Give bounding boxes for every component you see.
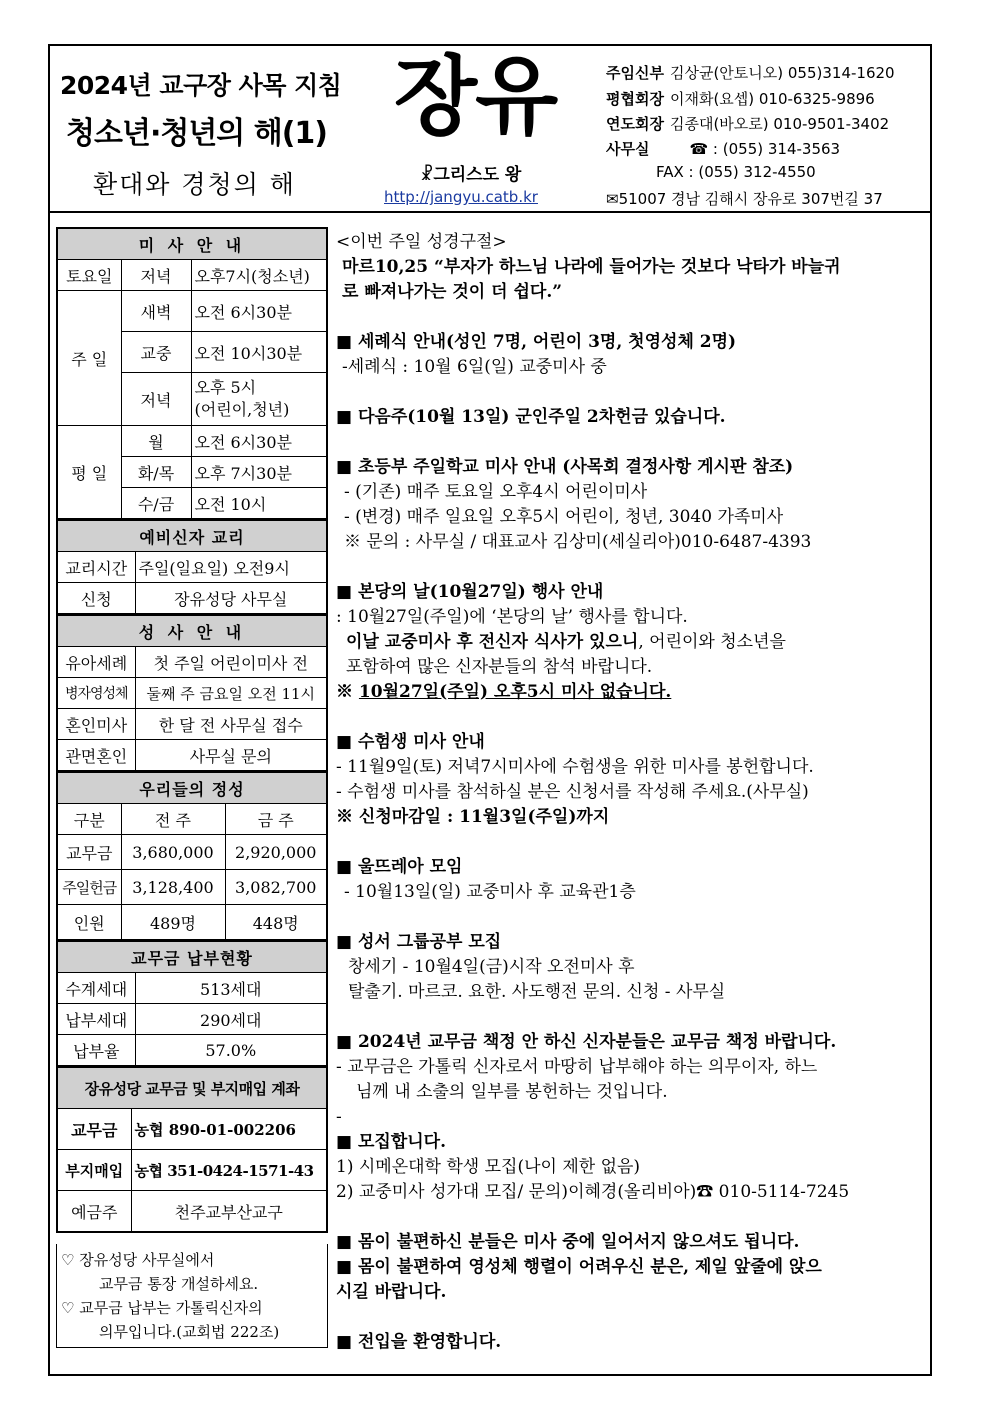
account-label: 교무금	[57, 1109, 131, 1150]
dues-notice-heading: ■ 2024년 교무금 책정 안 하신 신자분들은 교무금 책정 바랍니다.	[336, 1032, 837, 1052]
contact-council: 평협회장 이재화(요셉) 010-6325-9896	[606, 90, 875, 108]
contact-fax: FAX : (055) 312-4550	[656, 163, 816, 181]
sunday-school-detail: - (기존) 매주 토요일 오후4시 어린이미사	[344, 482, 648, 502]
dues-label: 수계세대	[57, 973, 135, 1004]
accounts-table	[56, 1067, 328, 1233]
dues-value: 513세대	[135, 973, 327, 1004]
offering-label: 교무금	[57, 835, 121, 870]
note-line: ♡ 장유성당 사무실에서	[61, 1251, 215, 1269]
mass-schedule-heading: 미 사 안 내	[57, 228, 327, 260]
parish-day-notice: ※ 10월27일(주일) 오후5시 미사 없습니다.	[336, 682, 672, 702]
col-prev-week: 전 주	[121, 804, 225, 835]
accounts-heading: 장유성당 교무금 및 부지매입 계좌	[57, 1068, 327, 1109]
weekday-label: 평 일	[57, 426, 121, 520]
sacrament-label: 혼인미사	[57, 709, 135, 740]
dues-notice-detail: - 교무금은 가톨릭 신자로서 마땅히 납부해야 하는 의무이자, 하느	[336, 1057, 818, 1077]
monday: 월	[121, 426, 191, 457]
catechism-apply-label: 신청	[57, 583, 135, 615]
welcome-heading: ■ 전입을 환영합니다.	[336, 1332, 502, 1352]
sacrament-value: 한 달 전 사무실 접수	[135, 709, 327, 740]
tue-thu: 화/목	[121, 457, 191, 488]
baptism-detail: -세례식 : 10월 6일(일) 교중미사 중	[342, 357, 607, 377]
wed-fri: 수/금	[121, 488, 191, 520]
contact-office: 사무실 ☎ : (055) 314-3563	[606, 140, 841, 158]
dues-value: 290세대	[135, 1004, 327, 1035]
sunday-label: 주 일	[57, 291, 121, 426]
sacrament-value: 첫 주일 어린이미사 전	[135, 647, 327, 678]
sick-notice: ■ 몸이 불편하신 분들은 미사 중에 일어서지 않으셔도 됩니다.	[336, 1232, 800, 1252]
sunday-school-detail: - (변경) 매주 일요일 오후5시 어린이, 청년, 3040 가족미사	[344, 507, 784, 527]
catechism-time-label: 교리시간	[57, 552, 135, 583]
account-number: 농협 351-0424-1571-43	[131, 1150, 327, 1191]
sacraments-heading: 성 사 안 내	[57, 616, 327, 647]
sick-notice: 시길 바랍니다.	[336, 1282, 447, 1302]
feast-subtitle: ☧그리스도 왕	[420, 165, 522, 185]
sunday-evening: 저녁	[121, 373, 191, 426]
sacrament-value: 사무실 문의	[135, 740, 327, 772]
ultreya-detail: - 10월13일(일) 교중미사 후 교육관1층	[344, 882, 636, 902]
offerings-table	[56, 772, 328, 941]
sacrament-label: 관면혼인	[57, 740, 135, 772]
account-label: 부지매입	[57, 1150, 131, 1191]
offering-prev: 3,680,000	[121, 835, 225, 870]
parish-day-detail: : 10월27일(주일)에 ‘본당의 날’ 행사를 합니다.	[336, 607, 688, 627]
dues-heading: 교무금 납부현황	[57, 942, 327, 973]
recruit-item: 2) 교중미사 성가대 모집/ 문의)이혜경(올리비아)☎ 010-5114-7245	[336, 1182, 850, 1202]
sacrament-label: 유아세례	[57, 647, 135, 678]
verse-line: 로 빠져나가는 것이 더 쉽다.”	[342, 282, 563, 302]
account-number: 농협 890-01-002206	[131, 1109, 327, 1150]
offering-this: 448명	[225, 905, 327, 941]
col-this-week: 금 주	[225, 804, 327, 835]
catechism-table	[56, 520, 328, 615]
saturday-evening: 저녁	[121, 260, 191, 291]
military-sunday-heading: ■ 다음주(10월 13일) 군인주일 2차헌금 있습니다.	[336, 407, 726, 427]
parish-day-heading: ■ 본당의 날(10월27일) 행사 안내	[336, 582, 604, 602]
offering-label: 인원	[57, 905, 121, 941]
sunday-evening-time: 오후 5시 (어린이,청년)	[191, 373, 327, 426]
sunday-school-contact: ※ 문의 : 사무실 / 대표교사 김상미(세실리아)010-6487-4393	[344, 532, 812, 552]
offerings-heading: 우리들의 정성	[57, 773, 327, 804]
contact-memorial: 연도회장 김종대(바오로) 010-9501-3402	[606, 115, 890, 133]
dues-notes	[56, 1244, 328, 1348]
dues-status-table	[56, 941, 328, 1067]
dues-value: 57.0%	[135, 1035, 327, 1067]
exam-mass-heading: ■ 수험생 미사 안내	[336, 732, 485, 752]
sacrament-value: 둘째 주 금요일 오전 11시	[135, 678, 327, 709]
offering-this: 2,920,000	[225, 835, 327, 870]
note-line: 교무금 통장 개설하세요.	[99, 1275, 259, 1293]
theme-subtitle: 환대와 경청의 해	[93, 170, 296, 199]
dues-notice-detail: -	[336, 1107, 342, 1127]
baptism-heading: ■ 세례식 안내(성인 7명, 어린이 3명, 첫영성체 2명)	[336, 332, 737, 352]
sacraments-table	[56, 615, 328, 772]
tue-thu-time: 오후 7시30분	[191, 457, 327, 488]
website-link[interactable]: http://jangyu.catb.kr	[384, 188, 538, 206]
sunday-dawn-time: 오전 6시30분	[191, 291, 327, 332]
saturday-label: 토요일	[57, 260, 121, 291]
account-holder-label: 예금주	[57, 1191, 131, 1233]
dues-notice-detail: 님께 내 소출의 일부를 봉헌하는 것입니다.	[356, 1082, 668, 1102]
saturday-time: 오후7시(청소년)	[191, 260, 327, 291]
announcements	[336, 230, 926, 1355]
verse-line: 마르10,25 “부자가 하느님 나라에 들어가는 것보다 낙타가 바늘귀	[342, 257, 841, 277]
sunday-main-time: 오전 10시30분	[191, 332, 327, 373]
parish-name-title: 장유	[394, 47, 557, 147]
contact-address: ✉51007 경남 김해시 장유로 307번길 37	[606, 190, 883, 208]
monday-time: 오전 6시30분	[191, 426, 327, 457]
contact-pastor: 주임신부 김상균(안토니오) 055)314-1620	[606, 64, 895, 82]
pastoral-guideline: 2024년 교구장 사목 지침	[60, 71, 342, 100]
verse-title: <이번 주일 성경구절>	[336, 232, 507, 252]
header-divider	[48, 211, 932, 213]
sunday-school-heading: ■ 초등부 주일학교 미사 안내 (사목회 결정사항 게시판 참조)	[336, 457, 794, 477]
note-line: ♡ 교무금 납부는 가톨릭신자의	[61, 1299, 263, 1317]
sunday-dawn: 새벽	[121, 291, 191, 332]
recruit-heading: ■ 모집합니다.	[336, 1132, 447, 1152]
bible-study-heading: ■ 성서 그룹공부 모집	[336, 932, 502, 952]
bible-study-detail: 창세기 - 10월4일(금)시작 오전미사 후	[348, 957, 635, 977]
catechism-heading: 예비신자 교리	[57, 521, 327, 552]
year-theme: 청소년·청년의 해(1)	[66, 116, 327, 151]
catechism-time: 주일(일요일) 오전9시	[135, 552, 327, 583]
recruit-item: 1) 시메온대학 학생 모집(나이 제한 없음)	[336, 1157, 641, 1177]
wed-fri-time: 오전 10시	[191, 488, 327, 520]
catechism-apply: 장유성당 사무실	[135, 583, 327, 615]
offering-prev: 489명	[121, 905, 225, 941]
sacrament-label: 병자영성체	[57, 678, 135, 709]
offering-prev: 3,128,400	[121, 870, 225, 905]
dues-label: 납부율	[57, 1035, 135, 1067]
offering-label: 주일헌금	[57, 870, 121, 905]
parish-day-detail: 포함하여 많은 신자분들의 참석 바랍니다.	[346, 657, 653, 677]
parish-day-detail: 이날 교중미사 후 전신자 식사가 있으니, 어린이와 청소년을	[346, 632, 786, 652]
note-line: 의무입니다.(교회법 222조)	[99, 1323, 280, 1341]
sick-notice: ■ 몸이 불편하여 영성체 행렬이 어려우신 분은, 제일 앞줄에 앉으	[336, 1257, 822, 1277]
mass-schedule-table	[56, 227, 328, 520]
col-type: 구분	[57, 804, 121, 835]
offering-this: 3,082,700	[225, 870, 327, 905]
exam-mass-deadline: ※ 신청마감일 : 11월3일(주일)까지	[336, 807, 610, 827]
dues-label: 납부세대	[57, 1004, 135, 1035]
exam-mass-detail: - 수험생 미사를 참석하실 분은 신청서를 작성해 주세요.(사무실)	[336, 782, 809, 802]
ultreya-heading: ■ 울뜨레아 모임	[336, 857, 463, 877]
account-holder: 천주교부산교구	[131, 1191, 327, 1233]
sunday-main: 교중	[121, 332, 191, 373]
exam-mass-detail: - 11월9일(토) 저녁7시미사에 수험생을 위한 미사를 봉헌합니다.	[336, 757, 814, 777]
bible-study-detail: 탈출기. 마르코. 요한. 사도행전 문의. 신청 - 사무실	[348, 982, 726, 1002]
